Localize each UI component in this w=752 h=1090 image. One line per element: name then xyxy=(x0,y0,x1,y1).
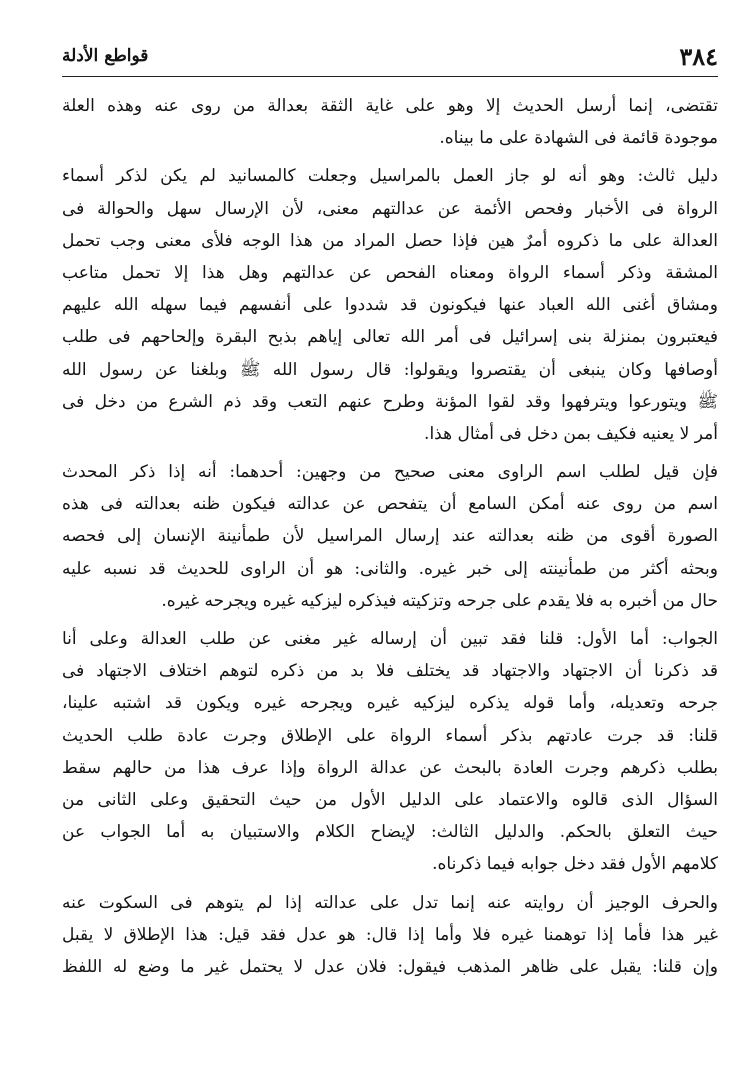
running-title: قواطع الأدلة xyxy=(62,46,149,66)
text-line: وإن قلنا: يقبل على ظاهر المذهب فيقول: فلان عدل لا يحتمل غير ما وضع له اللفظ xyxy=(62,956,718,977)
paragraph xyxy=(62,456,718,617)
text-line: قلنا: قد جرت عادتهم بذكر أسماء الرواة على الإطلاق وجرت عادة طلب الحديث xyxy=(62,725,718,746)
text-line: تقتضى، إنما أرسل الحديث إلا وهو على غاية الثقة بعدالة من روى عنه وهذه العلة xyxy=(62,96,718,116)
text-line: اسم من روى عنه أمكن السامع أن يتفحص عن عدالته فيكون ظنه بعدالته فى هذه xyxy=(62,494,718,515)
text-line: ﷺ ويتورعوا ويترفهوا وقد لقوا المؤنة وطرح عنهم التعب وقد ذم الشرع من دخل فى xyxy=(62,391,718,412)
header-rule xyxy=(62,76,718,77)
text-line: أوصافها وكان ينبغى أن يقتصروا ويقولوا: قال رسول الله ﷺ وبلغنا عن رسول الله xyxy=(62,359,718,380)
page-number: ٣٨٤ xyxy=(679,42,718,71)
text-line: فيعتبرون بمنزلة بنى إسرائيل فى أمر الله تعالى إياهم بذبح البقرة وإلحاحهم فى طلب xyxy=(62,327,718,348)
text-line: الصورة أقوى من ظنه بعدالته عند إرسال المراسيل لأن طمأنينة الإنسان إلى فحصه xyxy=(62,526,718,547)
text-line: وبحثه أكثر من طمأنينته إلى خبر غيره. والثانى: هو أن الراوى للحديث قد نسبه عليه xyxy=(62,558,718,579)
text-line: ومشاق أغنى الله العباد عنها فيكونون قد شددوا على أنفسهم فيما سهله الله عليهم xyxy=(62,295,718,316)
text-line: الرواة فى الأخبار وفحص الأئمة عن عدالتهم معنى، لأن الإرسال سهل والحوالة فى xyxy=(62,198,718,219)
paragraph xyxy=(62,160,718,450)
text-line: المشقة وذكر أسماء الرواة ومعناه الفحص عن عدالتهم وهل هذا إلا تحمل متاعب xyxy=(62,262,718,283)
paragraph xyxy=(62,90,718,154)
text-line: أمر لا يعنيه فكيف بمن دخل فى أمثال هذا. xyxy=(424,423,718,444)
text-line: فإن قيل لطلب اسم الراوى معنى صحيح من وجهين: أحدهما: أنه إذا ذكر المحدث xyxy=(62,462,718,483)
paragraph xyxy=(62,887,718,984)
text-line: والحرف الوجيز أن روايته عنه إنما تدل على عدالته إذا لم يتوهم فى السكوت عنه xyxy=(62,892,718,913)
text-line: غير هذا فأما إذا توهمنا غيره فلا وأما إذا قال: هو عدل فقد قيل: هذا الإطلاق لا يقبل xyxy=(62,924,718,945)
text-line: موجودة قائمة فى الشهادة على ما بيناه. xyxy=(439,128,718,149)
body-text xyxy=(62,90,718,989)
text-line: حيث التعلق بالحكم. والدليل الثالث: لإيضاح الكلام والاستبيان به أما الجواب عن xyxy=(62,822,718,843)
text-line: السؤال الذى قالوه والاعتماد على الدليل الأول من حيث التحقيق وعلى الثانى من xyxy=(62,789,718,810)
paragraph xyxy=(62,623,718,881)
page-header xyxy=(62,40,718,76)
text-line: كلامهم الأول فقد دخل جوابه فيما ذكرناه. xyxy=(432,854,718,875)
text-line: قد ذكرنا أن الاجتهاد والاجتهاد قد يختلف فلا بد من ذكره لتوهم اختلاف الاجتهاد فى xyxy=(62,661,718,682)
text-line: جرحه وتعديله، وأما قوله يذكره ليزكيه غيره ويجرحه غيره ويكون قد اشتبه علينا، xyxy=(62,693,718,714)
text-line: بطلب ذكرهم وجرت العادة بالبحث عن عدالة الرواة وإذا عرف هذا من حالهم سقط xyxy=(62,757,718,778)
text-line: حال من أخبره به فلا يقدم على جرحه وتزكيته فيذكره ليزكيه غيره ويجرحه غيره. xyxy=(161,590,718,611)
text-line: دليل ثالث: وهو أنه لو جاز العمل بالمراسيل وجعلت كالمسانيد لم يكن لذكر أسماء xyxy=(62,166,718,187)
text-line: العدالة على ما ذكروه أمرٌ هين فإذا حصل المراد من هذا الوجه فلأى معنى وجب تحمل xyxy=(62,230,718,251)
text-line: الجواب: أما الأول: قلنا فقد تبين أن إرساله غير مغنى عن طلب العدالة وعلى أنا xyxy=(62,629,718,649)
